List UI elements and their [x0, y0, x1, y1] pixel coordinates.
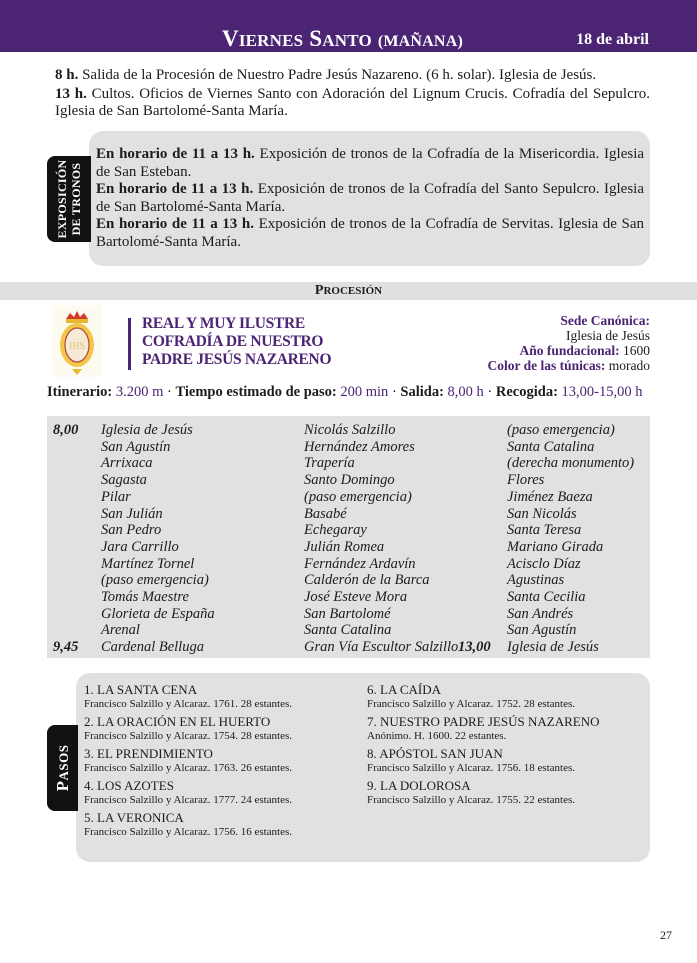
- title-subtitle: (MAÑANA): [377, 33, 463, 50]
- paso-item: [367, 714, 599, 743]
- paso-detail: Francisco Salzillo y Alcaraz. 1763. 26 estantes.: [84, 762, 293, 774]
- paso-item: [84, 778, 292, 807]
- route-street: San Julián: [101, 505, 163, 522]
- route-street: Santa Cecilia: [507, 589, 586, 606]
- route-street: Iglesia de Jesús: [507, 639, 599, 656]
- intro-time: 8 h.: [55, 67, 79, 83]
- separator: ·: [391, 384, 397, 400]
- svg-text:IHS: IHS: [68, 341, 86, 352]
- route-street: Acisclo Díaz: [507, 555, 581, 572]
- paso-title: 7. NUESTRO PADRE JESÚS NAZARENO: [367, 714, 600, 729]
- exposicion-item: [96, 216, 644, 251]
- title-initial: V: [222, 26, 239, 51]
- paso-detail: Francisco Salzillo y Alcaraz. 1756. 16 estantes.: [84, 826, 293, 838]
- itinerario-label: Itinerario:: [47, 384, 113, 400]
- exposicion-text: Exposición de tronos de la Cofradía de Servitas. Iglesia de San Bartolomé-Santa María.: [96, 216, 644, 250]
- paso-detail: Francisco Salzillo y Alcaraz. 1761. 28 estantes.: [84, 698, 293, 710]
- color-value: morado: [608, 358, 650, 373]
- route-street: Trapería: [304, 455, 355, 472]
- route-street: San Agustín: [507, 622, 577, 639]
- route-column-1: [101, 422, 215, 656]
- exposicion-time: En horario de 11 a 13 h.: [96, 216, 254, 232]
- title-initial: P: [314, 283, 324, 298]
- route-street: (derecha monumento): [507, 455, 635, 472]
- tiempo-value: 200 min: [340, 384, 389, 400]
- exposicion-text: Exposición de tronos de la Cofradía de la Misericordia. Iglesia de San Esteban.: [96, 146, 645, 180]
- tab-label-rest: ASOS: [55, 744, 71, 781]
- tab-label: DE TRONOS: [69, 162, 83, 236]
- paso-title: 3. EL PRENDIMIENTO: [84, 746, 213, 761]
- paso-detail: Francisco Salzillo y Alcaraz. 1752. 28 estantes.: [367, 698, 576, 710]
- color-label: Color de las túnicas:: [487, 358, 606, 373]
- route-street: Agustinas: [507, 572, 565, 589]
- pasos-column-2: [367, 682, 599, 810]
- cofradia-name-line: PADRE JESÚS NAZARENO: [142, 351, 332, 368]
- exposicion-text: Exposición de tronos de la Cofradía del Santo Sepulcro. Iglesia de San Bartolomé-Santa María.: [96, 181, 645, 215]
- ano-value: 1600: [623, 343, 650, 358]
- route-street: Santo Domingo: [304, 472, 395, 489]
- pasos-tab: [47, 725, 78, 811]
- page-date: 18 de abril: [576, 31, 649, 48]
- separator: ·: [167, 384, 172, 400]
- route-time-start: 8,00: [53, 422, 79, 438]
- intro-item: [55, 67, 650, 84]
- exposicion-tab: [47, 156, 91, 242]
- paso-title: 9. LA DOLOROSA: [367, 778, 471, 793]
- exposicion-time: En horario de 11 a 13 h.: [96, 146, 255, 162]
- cofradia-info: [487, 313, 650, 373]
- title-initial: S: [309, 26, 323, 51]
- paso-detail: Francisco Salzillo y Alcaraz. 1754. 28 estantes.: [84, 730, 293, 742]
- route-time-end: 13,00: [458, 639, 491, 655]
- page-title: [222, 26, 463, 52]
- route-street: (paso emergencia): [304, 488, 412, 505]
- paso-item: [84, 714, 292, 743]
- route-street: Echegaray: [304, 522, 367, 539]
- route-street: Nicolás Salzillo: [304, 422, 396, 438]
- paso-title: 2. LA ORACIÓN EN EL HUERTO: [84, 714, 271, 729]
- paso-title: 6. LA CAÍDA: [367, 682, 442, 697]
- paso-detail: Anónimo. H. 1600. 22 estantes.: [367, 730, 507, 742]
- route-street: Sagasta: [101, 472, 147, 489]
- route-street: Hernández Amores: [304, 438, 415, 455]
- title-word-rest: ANTO: [322, 31, 372, 50]
- route-street: Tomás Maestre: [101, 589, 189, 606]
- route-street: Jara Carrillo: [101, 538, 179, 555]
- route-column-2: [304, 422, 458, 656]
- route-street: San Bartolomé: [304, 605, 391, 622]
- paso-item: [84, 682, 292, 711]
- route-street: Glorieta de España: [101, 605, 215, 622]
- route-street: San Andrés: [507, 605, 574, 622]
- cofradia-name-line: COFRADÍA DE NUESTRO: [142, 333, 324, 350]
- page-number: 27: [660, 928, 672, 942]
- route-street: Martínez Tornel: [101, 555, 195, 572]
- route-street: Jiménez Baeza: [507, 488, 593, 505]
- intro-text: Cultos. Oficios de Viernes Santo con Adoración del Lignum Crucis. Cofradía del Sepulcro. Iglesia de San Bartolomé-Santa María.: [55, 86, 650, 119]
- exposicion-list: [96, 146, 644, 251]
- paso-title: 1. LA SANTA CENA: [84, 682, 198, 697]
- paso-detail: Francisco Salzillo y Alcaraz. 1755. 22 estantes.: [367, 794, 576, 806]
- salida-label: Salida:: [400, 384, 444, 400]
- route-street: Arrixaca: [101, 455, 153, 472]
- paso-item: [367, 746, 599, 775]
- paso-detail: Francisco Salzillo y Alcaraz. 1756. 18 estantes.: [367, 762, 576, 774]
- route-street: José Esteve Mora: [304, 589, 408, 606]
- itinerario-value: 3.200 m: [115, 384, 164, 400]
- paso-item: [367, 682, 599, 711]
- route-street: (paso emergencia): [101, 572, 209, 589]
- paso-item: [84, 810, 292, 839]
- route-street: Cardenal Belluga: [101, 639, 204, 656]
- title-word-rest: ROCESIÓN: [323, 285, 383, 297]
- route-street: (paso emergencia): [507, 422, 615, 438]
- route-street: Mariano Girada: [507, 538, 604, 555]
- exposicion-item: [96, 181, 644, 216]
- route-street: Santa Catalina: [507, 438, 595, 455]
- cofradia-divider: [128, 318, 131, 370]
- salida-value: 8,00 h: [447, 384, 484, 400]
- paso-item: [367, 778, 599, 807]
- route-time-mid: 9,45: [53, 639, 79, 655]
- route-street: Iglesia de Jesús: [101, 422, 193, 438]
- route-street: San Agustín: [101, 438, 171, 455]
- tiempo-label: Tiempo estimado de paso:: [175, 384, 337, 400]
- route-street: Basabé: [304, 505, 347, 522]
- route-street: San Pedro: [101, 522, 162, 539]
- route-street: Santa Teresa: [507, 522, 582, 539]
- route-street: Julián Romea: [304, 538, 385, 555]
- route-column-3: [507, 422, 634, 656]
- paso-title: 4. LOS AZOTES: [84, 778, 174, 793]
- tab-label: EXPOSICIÓN: [55, 159, 69, 239]
- route-street: Santa Catalina: [304, 622, 392, 639]
- intro-time: 13 h.: [55, 86, 87, 102]
- paso-item: [84, 746, 292, 775]
- exposicion-item: [96, 146, 644, 181]
- exposicion-time: En horario de 11 a 13 h.: [96, 181, 254, 197]
- route-street: Calderón de la Barca: [304, 572, 430, 589]
- route-street: Arenal: [101, 622, 140, 639]
- route-street: Pilar: [101, 488, 131, 505]
- recogida-value: 13,00-15,00 h: [561, 384, 643, 400]
- cofradia-name: [142, 315, 331, 369]
- route-street: San Nicolás: [507, 505, 577, 522]
- itinerary-summary: [47, 384, 650, 401]
- sede-label: Sede Canónica:: [560, 313, 650, 328]
- title-word-rest: IERNES: [238, 31, 304, 50]
- route-street: Flores: [507, 472, 545, 489]
- ano-label: Año fundacional:: [519, 343, 620, 358]
- paso-detail: Francisco Salzillo y Alcaraz. 1777. 24 estantes.: [84, 794, 293, 806]
- cofradia-crest-icon: [52, 305, 102, 377]
- recogida-label: Recogida:: [495, 384, 558, 400]
- paso-title: 5. LA VERONICA: [84, 810, 184, 825]
- procesion-title: [0, 282, 697, 300]
- route-street: Fernández Ardavín: [304, 555, 416, 572]
- paso-title: 8. APÓSTOL SAN JUAN: [367, 746, 503, 761]
- pasos-column-1: [84, 682, 292, 842]
- intro-text: Salida de la Procesión de Nuestro Padre Jesús Nazareno. (6 h. solar). Iglesia de Jesús.: [82, 67, 597, 83]
- separator: ·: [487, 384, 493, 400]
- route-street: Gran Vía Escultor Salzillo: [304, 639, 459, 656]
- cofradia-name-line: REAL Y MUY ILUSTRE: [142, 315, 305, 332]
- intro-item: [55, 86, 650, 120]
- sede-value: Iglesia de Jesús: [566, 328, 650, 343]
- tab-label-initial: P: [52, 780, 72, 792]
